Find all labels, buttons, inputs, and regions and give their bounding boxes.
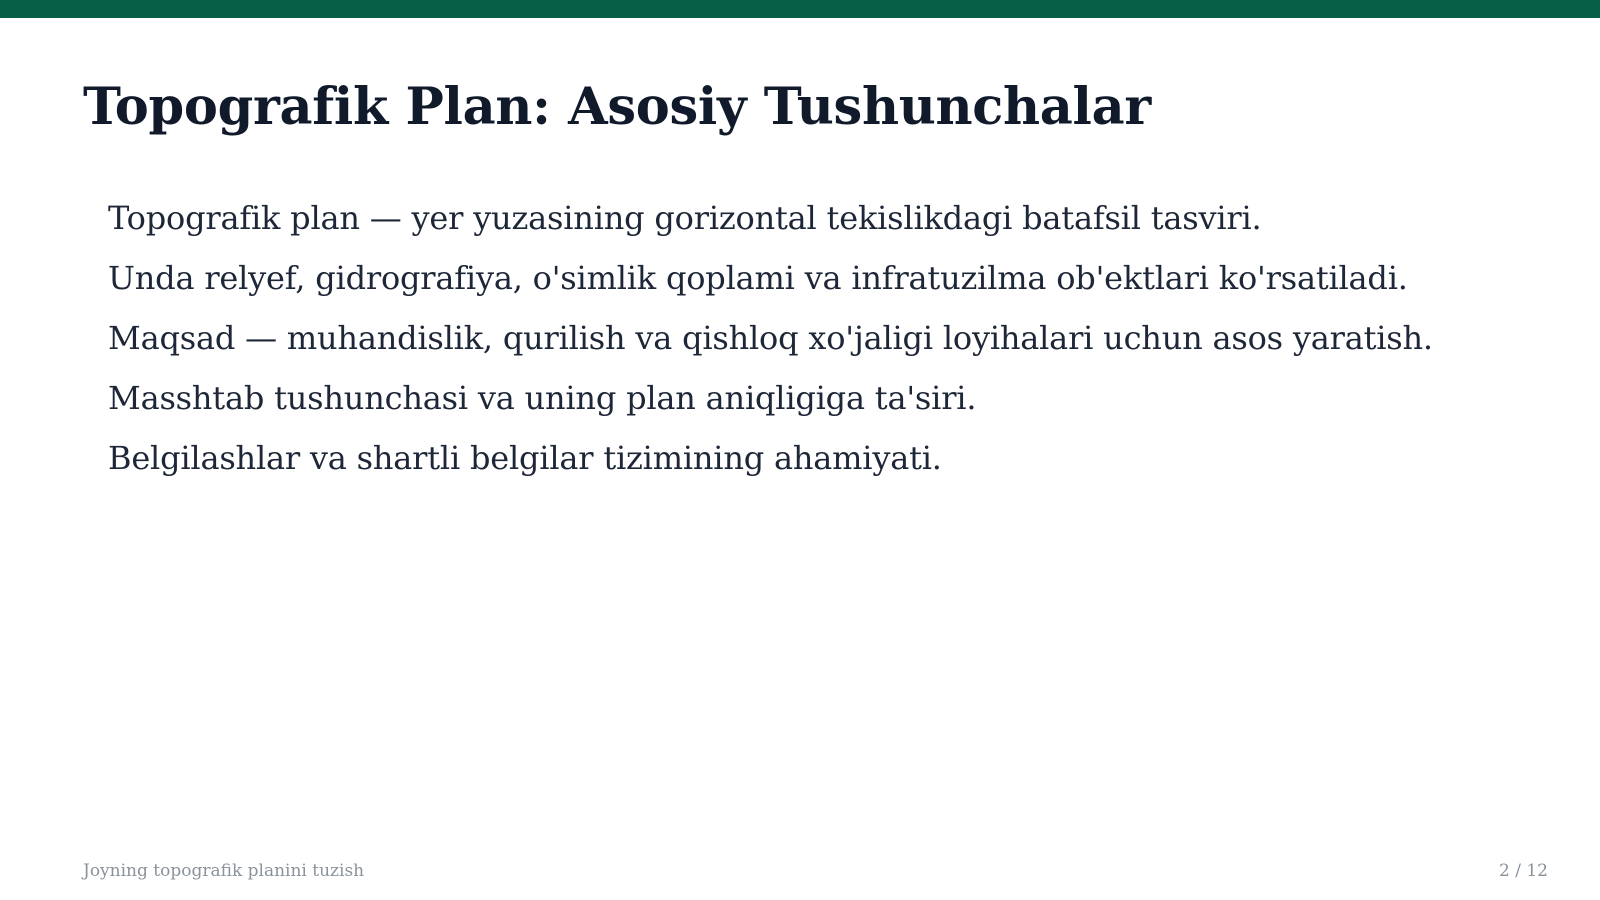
footer-presentation-title: Joyning topografik planini tuzish (83, 861, 365, 881)
footer-page-indicator: 2 / 12 (1499, 861, 1548, 881)
bullet-item: Belgilashlar va shartli belgilar tizimining ahamiyati. (108, 439, 942, 477)
bullet-item: Topografik plan — yer yuzasining gorizontal tekislikdagi batafsil tasviri. (108, 199, 1262, 237)
slide-title: Topografik Plan: Asosiy Tushunchalar (83, 77, 1151, 137)
top-accent-bar (0, 0, 1600, 18)
bullet-item: Maqsad — muhandislik, qurilish va qishloq xo'jaligi loyihalari uchun asos yaratish. (108, 319, 1433, 357)
bullet-list (108, 188, 1433, 488)
bullet-item: Unda relyef, gidrografiya, o'simlik qoplami va infratuzilma ob'ektlari ko'rsatiladi. (108, 259, 1408, 297)
bullet-item: Masshtab tushunchasi va uning plan aniqligiga ta'siri. (108, 379, 977, 417)
